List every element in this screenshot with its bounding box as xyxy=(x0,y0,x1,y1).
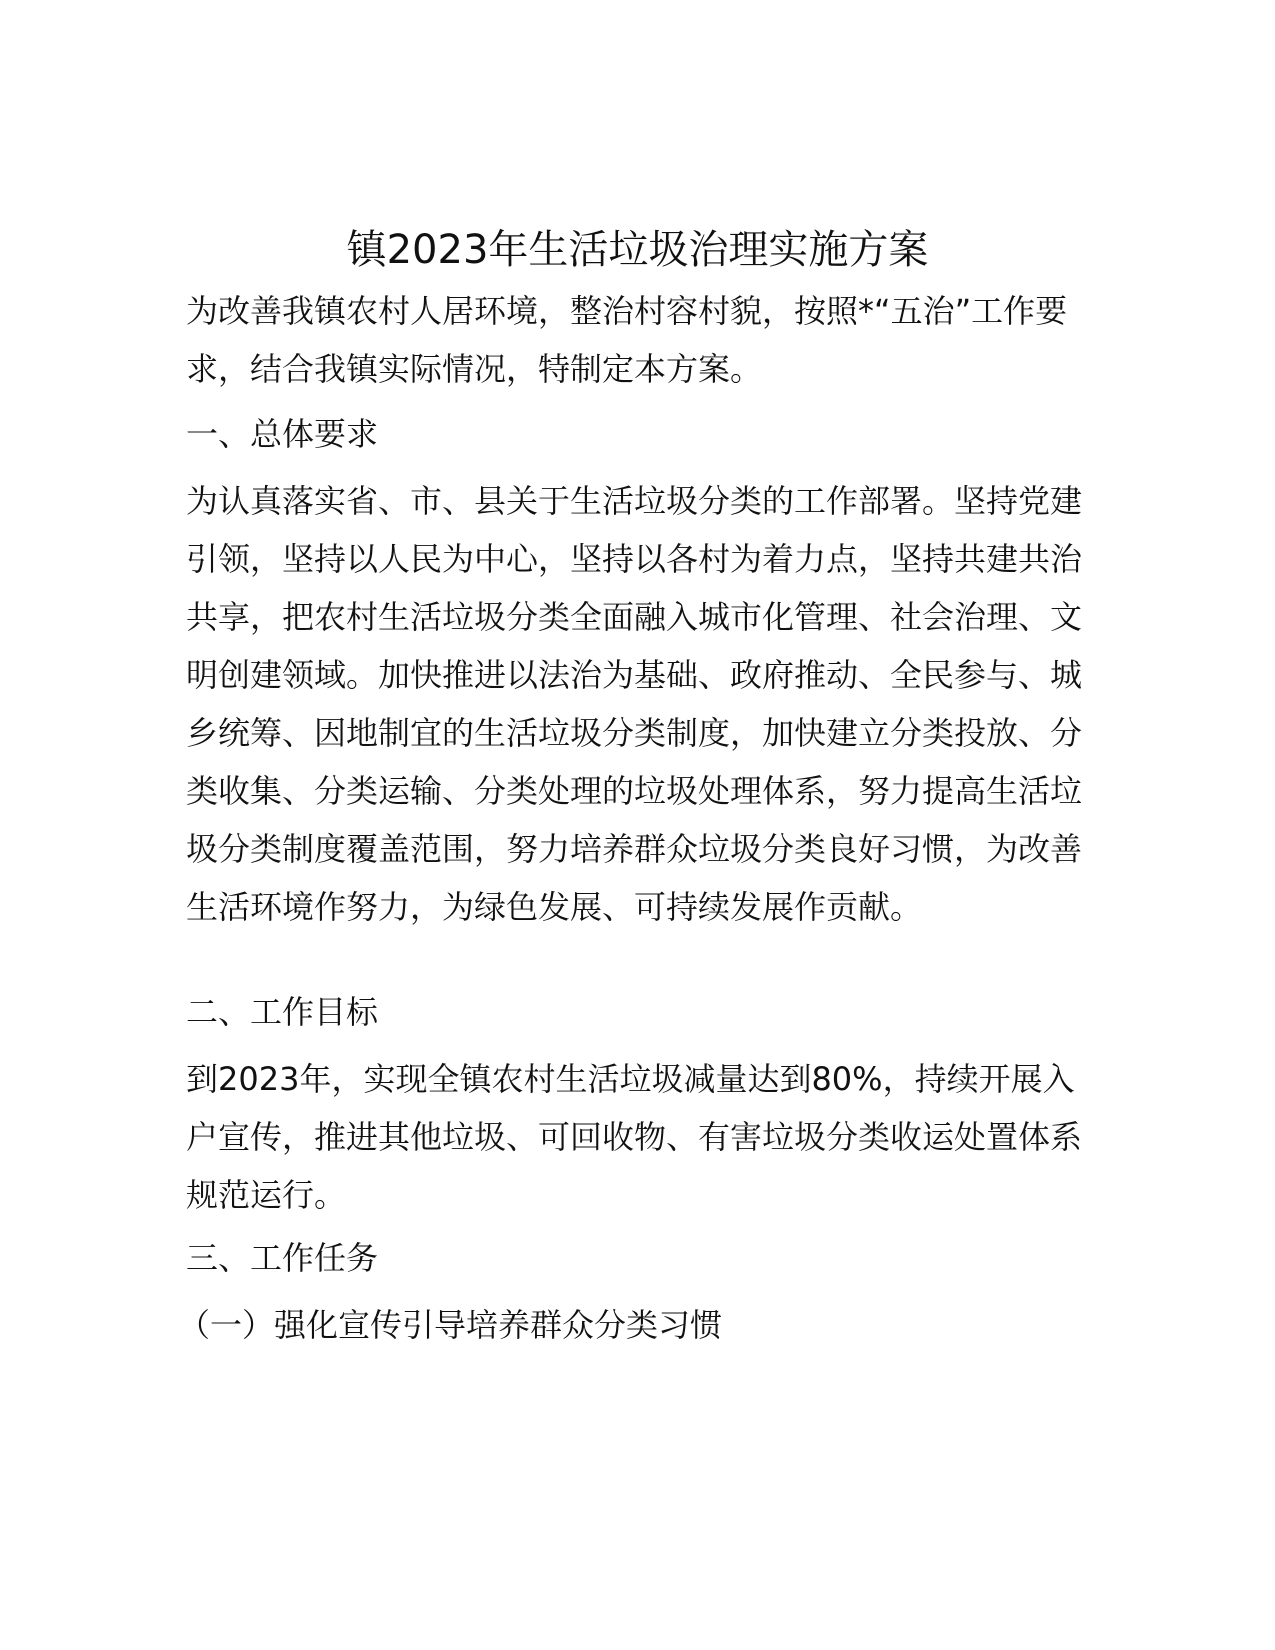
section-heading-1: 一、总体要求 xyxy=(186,415,379,453)
intro-paragraph: 为改善我镇农村人居环境，整治村容村貌，按照*“五治”工作要求，结合我镇实际情况，特制定本方案。 xyxy=(186,292,1068,388)
section-body-1: 为认真落实省、市、县关于生活垃圾分类的工作部署。坚持党建引领，坚持以人民为中心，坚持以各村为着力点，坚持共建共治共享，把农村生活垃圾分类全面融入城市化管理、社会治理、文明创建领域。加快推进以法治为基础、政府推动、全民参与、城乡统筹、因地制宜的生活垃圾分类制度，加快建立分类投放、分类收集、分类运输、分类处理的垃圾处理体系，努力提高生活垃圾分类制度覆盖范围，努力培养群众垃圾分类良好习惯，为改善生活环境作努力，为绿色发展、可持续发展作贡献。 xyxy=(186,482,1083,926)
section-heading-3: 三、工作任务 xyxy=(186,1239,379,1277)
document-title: 镇2023年生活垃圾治理实施方案 xyxy=(346,227,929,273)
subsection-heading-1: （一）强化宣传引导培养群众分类习惯 xyxy=(178,1306,723,1344)
section-body-2: 到2023年，实现全镇农村生活垃圾减量达到80%，持续开展入户宣传，推进其他垃圾、可回收物、有害垃圾分类收运处置体系规范运行。 xyxy=(186,1060,1083,1214)
section-heading-2: 二、工作目标 xyxy=(186,993,379,1031)
